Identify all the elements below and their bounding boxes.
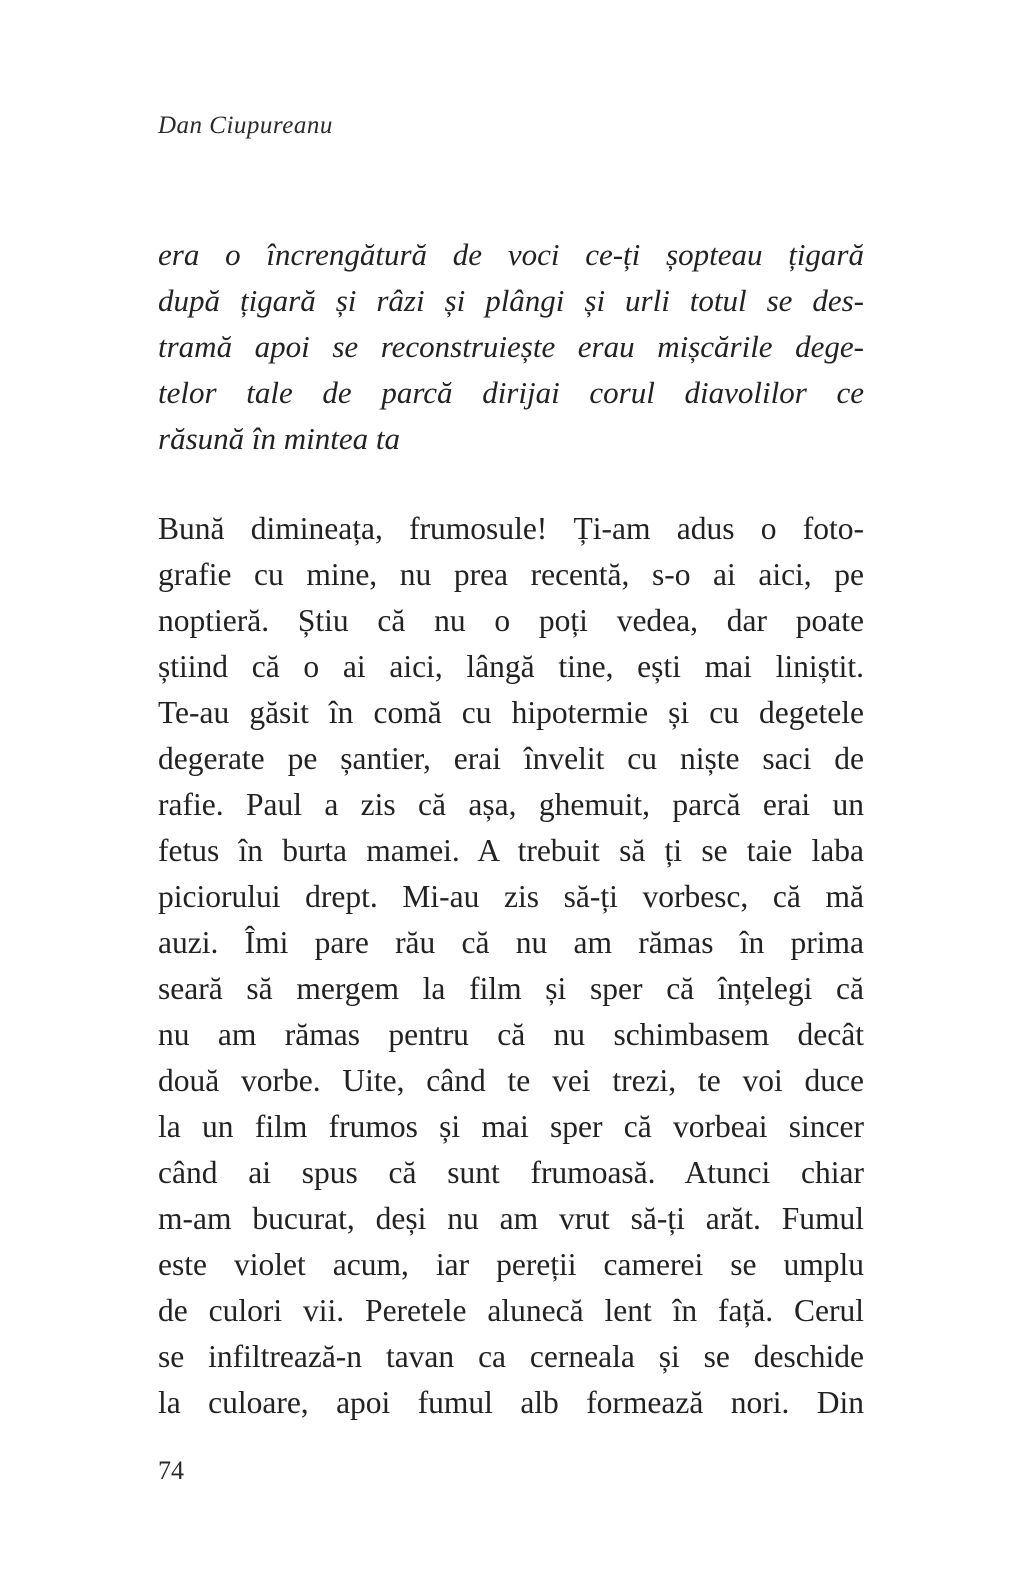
prose-line: auzi. Îmi pare rău că nu am rămas în prima	[158, 925, 864, 960]
prose-line: când ai spus că sunt frumoasă. Atunci chiar	[158, 1155, 864, 1190]
italic-line: telor tale de parcă dirijai corul diavolilor ce	[158, 375, 864, 410]
italic-line: tramă apoi se reconstruiește erau mișcările dege-	[158, 329, 864, 364]
prose-line: fetus în burta mamei. A trebuit să ți se taie laba	[158, 833, 864, 868]
italic-line: după țigară și râzi și plângi și urli totul se des-	[158, 283, 864, 318]
prose-line: știind că o ai aici, lângă tine, ești mai liniștit.	[158, 649, 864, 684]
prose-line: două vorbe. Uite, când te vei trezi, te voi duce	[158, 1063, 864, 1098]
page-number: 74	[158, 1456, 184, 1485]
prose-line: este violet acum, iar pereții camerei se umplu	[158, 1247, 864, 1282]
prose-line: Bună dimineața, frumosule! Ți-am adus o foto-	[158, 511, 864, 546]
prose-line: de culori vii. Peretele alunecă lent în față. Cerul	[158, 1293, 864, 1328]
running-head: Dan Ciupureanu	[158, 112, 333, 139]
prose-line: piciorului drept. Mi-au zis să-ți vorbesc, că mă	[158, 879, 864, 914]
prose-line: noptieră. Știu că nu o poți vedea, dar poate	[158, 603, 864, 638]
prose-line: rafie. Paul a zis că așa, ghemuit, parcă erai un	[158, 787, 864, 822]
italic-line: răsună în mintea ta	[158, 421, 400, 456]
prose-line: degerate pe șantier, erai învelit cu niște saci de	[158, 741, 864, 776]
prose-line: grafie cu mine, nu prea recentă, s-o ai aici, pe	[158, 557, 864, 592]
prose-line: seară să mergem la film și sper că înțelegi că	[158, 971, 864, 1006]
prose-line: se infiltrează-n tavan ca cerneala și se deschide	[158, 1339, 864, 1374]
prose-line: la un film frumos și mai sper că vorbeai sincer	[158, 1109, 864, 1144]
italic-line: era o încrengătură de voci ce-ți șopteau țigară	[158, 237, 864, 272]
prose-line: la culoare, apoi fumul alb formează nori. Din	[158, 1385, 864, 1420]
italic-passage	[158, 232, 864, 462]
prose-line: nu am rămas pentru că nu schimbasem decât	[158, 1017, 864, 1052]
prose-paragraph	[158, 506, 864, 1426]
prose-line: m-am bucurat, deși nu am vrut să-ți arăt. Fumul	[158, 1201, 864, 1236]
prose-line: Te-au găsit în comă cu hipotermie și cu degetele	[158, 695, 864, 730]
